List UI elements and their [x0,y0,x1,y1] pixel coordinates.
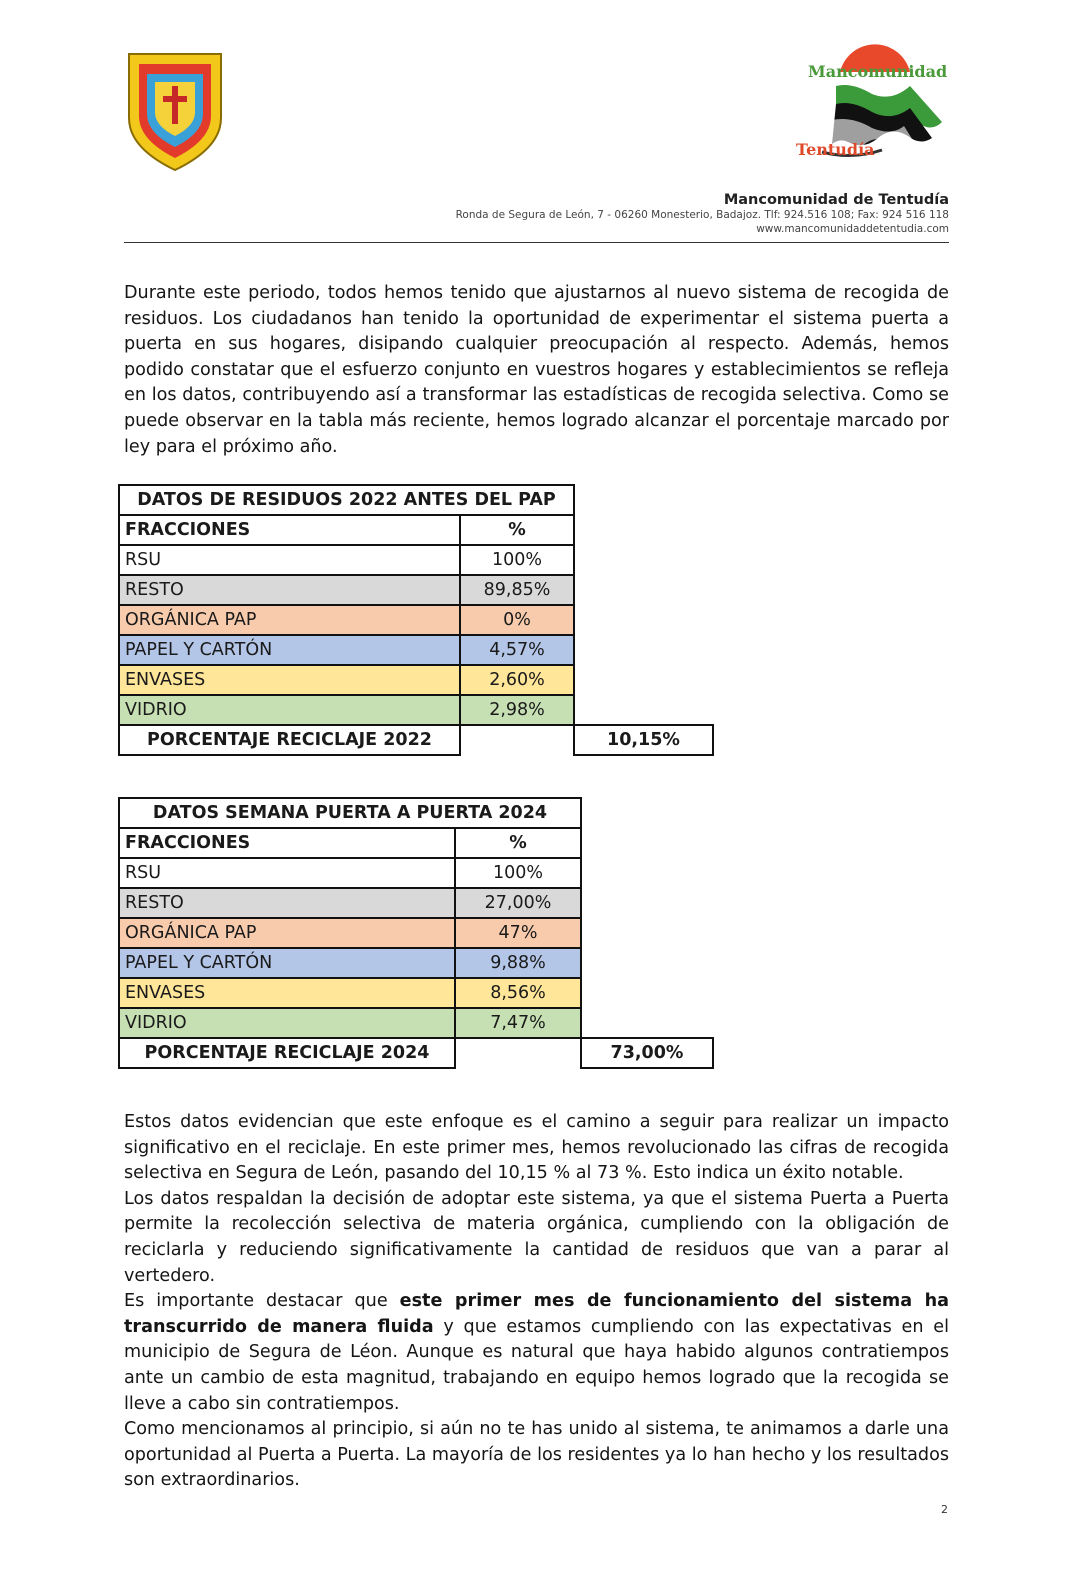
body-paragraph-2: Los datos respaldan la decisión de adoptar este sistema, ya que el sistema Puerta a Puerta permite la recolección selectiva de materia orgánica, cumpliendo con la obligación de reciclarla y reduciendo significativamente la cantidad de residuos que van a parar al vertedero. [124,1188,949,1286]
org-address: Ronda de Segura de León, 7 - 06260 Monesterio, Badajoz. Tlf: 924.516 108; Fax: 924 516 118 [455,209,949,221]
fraction-percent: 0% [460,605,574,635]
fraction-percent: 7,47% [455,1008,581,1038]
fraction-label: VIDRIO [119,695,460,725]
fraction-label: ORGÁNICA PAP [119,918,455,948]
total-value: 10,15% [574,725,713,755]
p3-bold: este primer mes de funcionamiento del sistema ha transcurrido de manera fluida [124,1291,949,1337]
logo-text-top: Mancomunidad [808,62,948,81]
table-row [119,978,713,1008]
fraction-percent: 100% [460,545,574,575]
table-row [119,665,713,695]
fraction-label: PAPEL Y CARTÓN [119,948,455,978]
column-header-fractions: FRACCIONES [119,515,460,545]
fraction-percent: 47% [455,918,581,948]
fraction-label: VIDRIO [119,1008,455,1038]
table-2022 [118,484,714,756]
fraction-label: ENVASES [119,978,455,1008]
org-name: Mancomunidad de Tentudía [723,192,949,208]
table-row [119,948,713,978]
intro-text: Durante este periodo, todos hemos tenido que ajustarnos al nuevo sistema de recogida de residuos. Los ciudadanos han tenido la oportunidad de experimentar el sistema puerta a puerta en sus hogares, disipando cualquier preocupación al respecto. Además, hemos podido constatar que el esfuerzo conjunto en vuestros hogares y establecimientos se refleja en los datos, contribuyendo así a transformar las estadísticas de recogida selectiva. Como se puede observar en la tabla más reciente, hemos logrado alcanzar el porcentaje marcado por ley para el próximo año. [124,283,949,457]
fraction-percent: 89,85% [460,575,574,605]
total-label: PORCENTAJE RECICLAJE 2024 [119,1038,455,1068]
table-row [119,888,713,918]
table-row [119,575,713,605]
table-row [119,1008,713,1038]
fraction-label: PAPEL Y CARTÓN [119,635,460,665]
header-divider [124,242,949,243]
table-row [119,605,713,635]
mancomunidad-logo [792,42,952,177]
body-text [124,1110,949,1494]
fraction-percent: 4,57% [460,635,574,665]
org-website: www.mancomunidaddetentudia.com [756,223,949,235]
table-2024 [118,797,714,1069]
fraction-label: RSU [119,545,460,575]
fraction-percent: 9,88% [455,948,581,978]
total-label: PORCENTAJE RECICLAJE 2022 [119,725,460,755]
intro-paragraph [124,281,949,460]
fraction-label: RESTO [119,888,455,918]
body-paragraph-3 [124,1289,949,1417]
table-title: DATOS SEMANA PUERTA A PUERTA 2024 [119,798,581,828]
fraction-label: RSU [119,858,455,888]
column-header-fractions: FRACCIONES [119,828,455,858]
fraction-label: ENVASES [119,665,460,695]
table-row [119,545,713,575]
p3-end: y que estamos cumpliendo con las expectativas en el municipio de Segura de Léon. Aunque es natural que haya habido algunos contratiempos ante un cambio de esta magnitud, trabajando en equipo hemos logrado que la recogida se lleve a cabo sin contratiempos. [124,1316,949,1414]
p3-start: Es importante destacar que [124,1291,400,1312]
table-row [119,918,713,948]
municipal-crest-logo [125,48,225,173]
table-title: DATOS DE RESIDUOS 2022 ANTES DEL PAP [119,485,574,515]
fraction-label: ORGÁNICA PAP [119,605,460,635]
logo-text-bottom: Tentudía [796,140,875,159]
body-paragraph-1: Estos datos evidencian que este enfoque es el camino a seguir para realizar un impacto significativo en el reciclaje. En este primer mes, hemos revolucionado las cifras de recogida selectiva en Segura de León, pasando del 10,15 % al 73 %. Esto indica un éxito notable. [124,1112,949,1184]
fraction-percent: 2,60% [460,665,574,695]
table-row [119,695,713,725]
column-header-percent: % [460,515,574,545]
fraction-percent: 100% [455,858,581,888]
fraction-percent: 2,98% [460,695,574,725]
table-row [119,858,713,888]
table-row [119,635,713,665]
letterhead [456,192,949,236]
total-value: 73,00% [581,1038,713,1068]
fraction-percent: 27,00% [455,888,581,918]
fraction-label: RESTO [119,575,460,605]
column-header-percent: % [455,828,581,858]
fraction-percent: 8,56% [455,978,581,1008]
page-number: 2 [941,1503,948,1516]
body-paragraph-4: Como mencionamos al principio, si aún no te has unido al sistema, te animamos a darle una oportunidad al Puerta a Puerta. La mayoría de los residentes ya lo han hecho y los resultados son extraordinarios. [124,1419,949,1491]
